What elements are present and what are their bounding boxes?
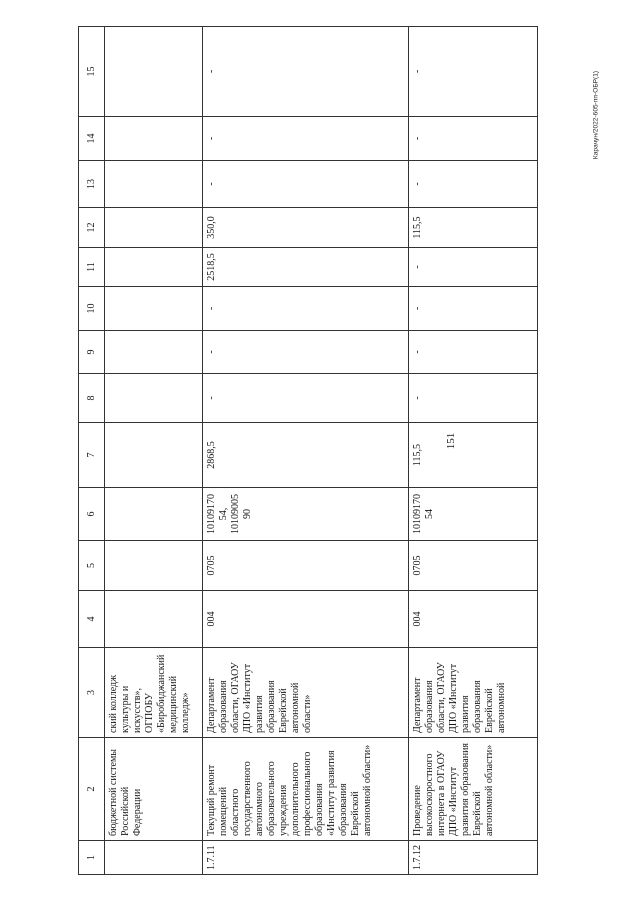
year-value-cell [105, 287, 203, 331]
year-value-cell: - [203, 331, 408, 374]
year-value-cell: - [408, 248, 537, 287]
year-value-cell [105, 117, 203, 161]
year-value-cell: - [203, 117, 408, 161]
event-name-cell: Текущий ремонт помещений областного государственного автономного образовательного учреждения дополнительного профессионального образования «Институт развития образования Еврейской автономной области» [203, 738, 408, 841]
header-cell: 11 [79, 248, 105, 287]
header-cell: 8 [79, 374, 105, 423]
year-value-cell: - [203, 374, 408, 423]
year-value-cell: - [203, 27, 408, 117]
executor-cell: Департамент образования области, ОГАОУ ДПО «Институт развития образования Еврейской автономной области» [203, 648, 408, 738]
row-number-cell: 1.7.11 [203, 841, 408, 875]
event-name-cell: Проведение высокоскоростного интернета в ОГАОУ ДПО «Институт развития образования Еврейской автономной области» [408, 738, 537, 841]
year-value-cell: - [203, 161, 408, 208]
code-cell: 004 [408, 591, 537, 648]
rotated-table-frame [78, 27, 538, 875]
header-cell: 10 [79, 287, 105, 331]
year-value-cell: - [408, 374, 537, 423]
budget-table [78, 26, 538, 875]
year-value-cell: - [408, 161, 537, 208]
row-number-cell [105, 841, 203, 875]
table-row [408, 27, 537, 875]
section-cell: 0705 [408, 541, 537, 591]
target-article-cell [105, 488, 203, 541]
table-row [105, 27, 203, 875]
row-number-cell: 1.7.12 [408, 841, 537, 875]
executor-cell: Департамент образования области, ОГАОУ ДПО «Институт развития образования Еврейской автономной [408, 648, 537, 738]
header-cell: 15 [79, 27, 105, 117]
year-value-cell: 2518,5 [203, 248, 408, 287]
year-value-cell: - [408, 27, 537, 117]
year-value-cell: - [408, 331, 537, 374]
total-cell: 115,5 [408, 423, 537, 488]
year-value-cell: - [408, 117, 537, 161]
document-table-container [78, 27, 538, 875]
header-cell: 5 [79, 541, 105, 591]
year-value-cell: - [408, 287, 537, 331]
code-cell: 004 [203, 591, 408, 648]
total-cell: 2868,5 [203, 423, 408, 488]
header-cell: 7 [79, 423, 105, 488]
section-cell: 0705 [203, 541, 408, 591]
section-cell [105, 541, 203, 591]
year-value-cell: 350,0 [203, 208, 408, 248]
header-cell: 14 [79, 117, 105, 161]
year-value-cell [105, 248, 203, 287]
year-value-cell [105, 374, 203, 423]
year-value-cell [105, 208, 203, 248]
header-cell: 6 [79, 488, 105, 541]
header-cell: 12 [79, 208, 105, 248]
header-cell: 9 [79, 331, 105, 374]
target-article-cell: 1010917054, 1010900590 [203, 488, 408, 541]
header-row [79, 27, 105, 875]
header-cell: 3 [79, 648, 105, 738]
header-cell: 2 [79, 738, 105, 841]
code-cell [105, 591, 203, 648]
executor-cell: ский колледж культуры и искусств», ОГПОБУ «Биробиджанский медицинский колледж» [105, 648, 203, 738]
year-value-cell [105, 161, 203, 208]
header-cell: 4 [79, 591, 105, 648]
header-cell: 13 [79, 161, 105, 208]
event-name-cell: бюджетной системы Российской Федерации [105, 738, 203, 841]
year-value-cell: 115,5 [408, 208, 537, 248]
total-cell [105, 423, 203, 488]
year-value-cell [105, 331, 203, 374]
target-article-cell: 1010917054 [408, 488, 537, 541]
page-number: 151 [445, 432, 457, 450]
year-value-cell [105, 27, 203, 117]
side-note: Карачун/2022-605-пп-ОБР(1) [592, 70, 600, 160]
year-value-cell: - [203, 287, 408, 331]
table-row [203, 27, 408, 875]
header-cell: 1 [79, 841, 105, 875]
